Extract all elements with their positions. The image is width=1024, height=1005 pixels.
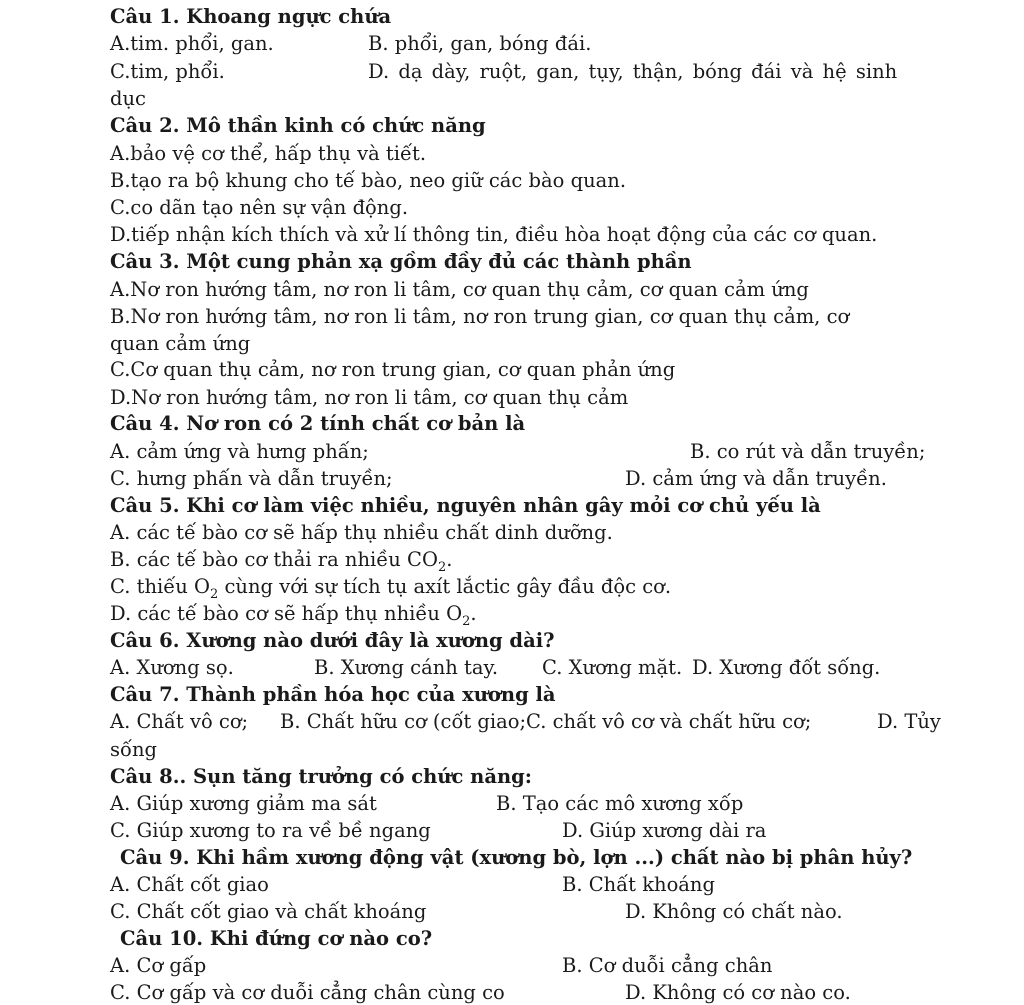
question-7-option-c: C. chất vô cơ và chất hữu cơ; — [526, 710, 812, 733]
question-8-option-d: D. Giúp xương dài ra — [562, 819, 767, 842]
question-9-option-d: D. Không có chất nào. — [625, 900, 843, 923]
question-5-title: Câu 5. Khi cơ làm việc nhiều, nguyên nhân gây mỏi cơ chủ yếu là — [110, 494, 821, 517]
question-10-option-b: B. Cơ duỗi cẳng chân — [562, 954, 773, 977]
question-6-option-a: A. Xương sọ. — [110, 656, 234, 679]
question-6-option-b: B. Xương cánh tay. — [314, 656, 499, 679]
question-2-option-d: D.tiếp nhận kích thích và xử lí thông tin, điều hòa hoạt động của các cơ quan. — [110, 223, 878, 246]
question-7-option-b: B. Chất hữu cơ (cốt giao; — [280, 710, 527, 733]
question-7-option-d-continued: sống — [110, 738, 157, 761]
question-5-option-b-end: . — [446, 548, 453, 571]
question-1-option-d-continued: dục — [110, 87, 146, 110]
question-2-title: Câu 2. Mô thần kinh có chức năng — [110, 114, 486, 137]
question-5-option-b-text: B. các tế bào cơ thải ra nhiều CO — [110, 548, 438, 571]
question-2-option-c: C.co dãn tạo nên sự vận động. — [110, 196, 409, 219]
question-3-option-b-continued: quan cảm ứng — [110, 332, 251, 355]
question-5-option-c-text: C. thiếu O — [110, 575, 210, 598]
question-6-title: Câu 6. Xương nào dưới đây là xương dài? — [110, 629, 555, 652]
question-3-option-b: B.Nơ ron hướng tâm, nơ ron li tâm, nơ ron trung gian, cơ quan thụ cảm, cơ — [110, 305, 850, 328]
question-6-option-d: D. Xương đốt sống. — [692, 656, 881, 679]
question-8-option-c: C. Giúp xương to ra về bề ngang — [110, 819, 431, 842]
question-10-title: Câu 10. Khi đứng cơ nào co? — [120, 927, 433, 950]
question-9-option-b: B. Chất khoáng — [562, 873, 715, 896]
question-3-option-a: A.Nơ ron hướng tâm, nơ ron li tâm, cơ quan thụ cảm, cơ quan cảm ứng — [110, 278, 809, 301]
question-8-option-b: B. Tạo các mô xương xốp — [496, 792, 744, 815]
question-7-option-a: A. Chất vô cơ; — [110, 710, 249, 733]
question-5-option-d-text: D. các tế bào cơ sẽ hấp thụ nhiều O — [110, 602, 463, 625]
question-5-option-c-end: cùng với sự tích tụ axít lắctic gây đầu độc cơ. — [218, 575, 672, 598]
question-2-option-b: B.tạo ra bộ khung cho tế bào, neo giữ các bào quan. — [110, 169, 627, 192]
question-9-title: Câu 9. Khi hầm xương động vật (xương bò, lợn ...) chất nào bị phân hủy? — [120, 846, 913, 869]
question-8-title: Câu 8.. Sụn tăng trưởng có chức năng: — [110, 765, 532, 788]
question-2-option-a: A.bảo vệ cơ thể, hấp thụ và tiết. — [110, 142, 427, 165]
question-4-option-b: B. co rút và dẫn truyền; — [690, 440, 926, 463]
question-1-option-d: D. dạ dày, ruột, gan, tụy, thận, bóng đái và hệ sinh — [368, 60, 898, 83]
question-9-option-a: A. Chất cốt giao — [110, 873, 269, 896]
question-4-title: Câu 4. Nơ ron có 2 tính chất cơ bản là — [110, 412, 526, 435]
question-7-title: Câu 7. Thành phần hóa học của xương là — [110, 683, 556, 706]
question-4-option-d: D. cảm ứng và dẫn truyền. — [625, 467, 887, 490]
question-3-option-d: D.Nơ ron hướng tâm, nơ ron li tâm, cơ quan thụ cảm — [110, 386, 629, 409]
question-1-option-a: A.tim. phổi, gan. — [110, 32, 274, 55]
question-5-option-b-subscript: 2 — [437, 559, 447, 575]
question-5-option-d-end: . — [470, 602, 477, 625]
question-1-title: Câu 1. Khoang ngực chứa — [110, 5, 392, 28]
question-10-option-c: C. Cơ gấp và cơ duỗi cẳng chân cùng co — [110, 981, 505, 1004]
question-10-option-a: A. Cơ gấp — [110, 954, 207, 977]
question-8-option-a: A. Giúp xương giảm ma sát — [110, 792, 377, 815]
question-6-option-c: C. Xương mặt. — [542, 656, 683, 679]
question-5-option-d-subscript: 2 — [462, 613, 471, 629]
question-5-option-a: A. các tế bào cơ sẽ hấp thụ nhiều chất dinh dưỡng. — [110, 521, 613, 544]
question-5-option-c-subscript: 2 — [210, 586, 219, 602]
question-3-option-c: C.Cơ quan thụ cảm, nơ ron trung gian, cơ quan phản ứng — [110, 358, 676, 381]
question-7-option-d: D. Tủy — [877, 710, 941, 733]
question-4-option-a: A. cảm ứng và hưng phấn; — [110, 440, 369, 463]
question-10-option-d: D. Không có cơ nào co. — [625, 981, 851, 1004]
question-3-title: Câu 3. Một cung phản xạ gồm đầy đủ các thành phần — [110, 250, 692, 273]
question-4-option-c: C. hưng phấn và dẫn truyền; — [110, 467, 393, 490]
question-1-option-c: C.tim, phổi. — [110, 60, 225, 83]
question-1-option-b: B. phổi, gan, bóng đái. — [368, 32, 592, 55]
question-9-option-c: C. Chất cốt giao và chất khoáng — [110, 900, 427, 923]
